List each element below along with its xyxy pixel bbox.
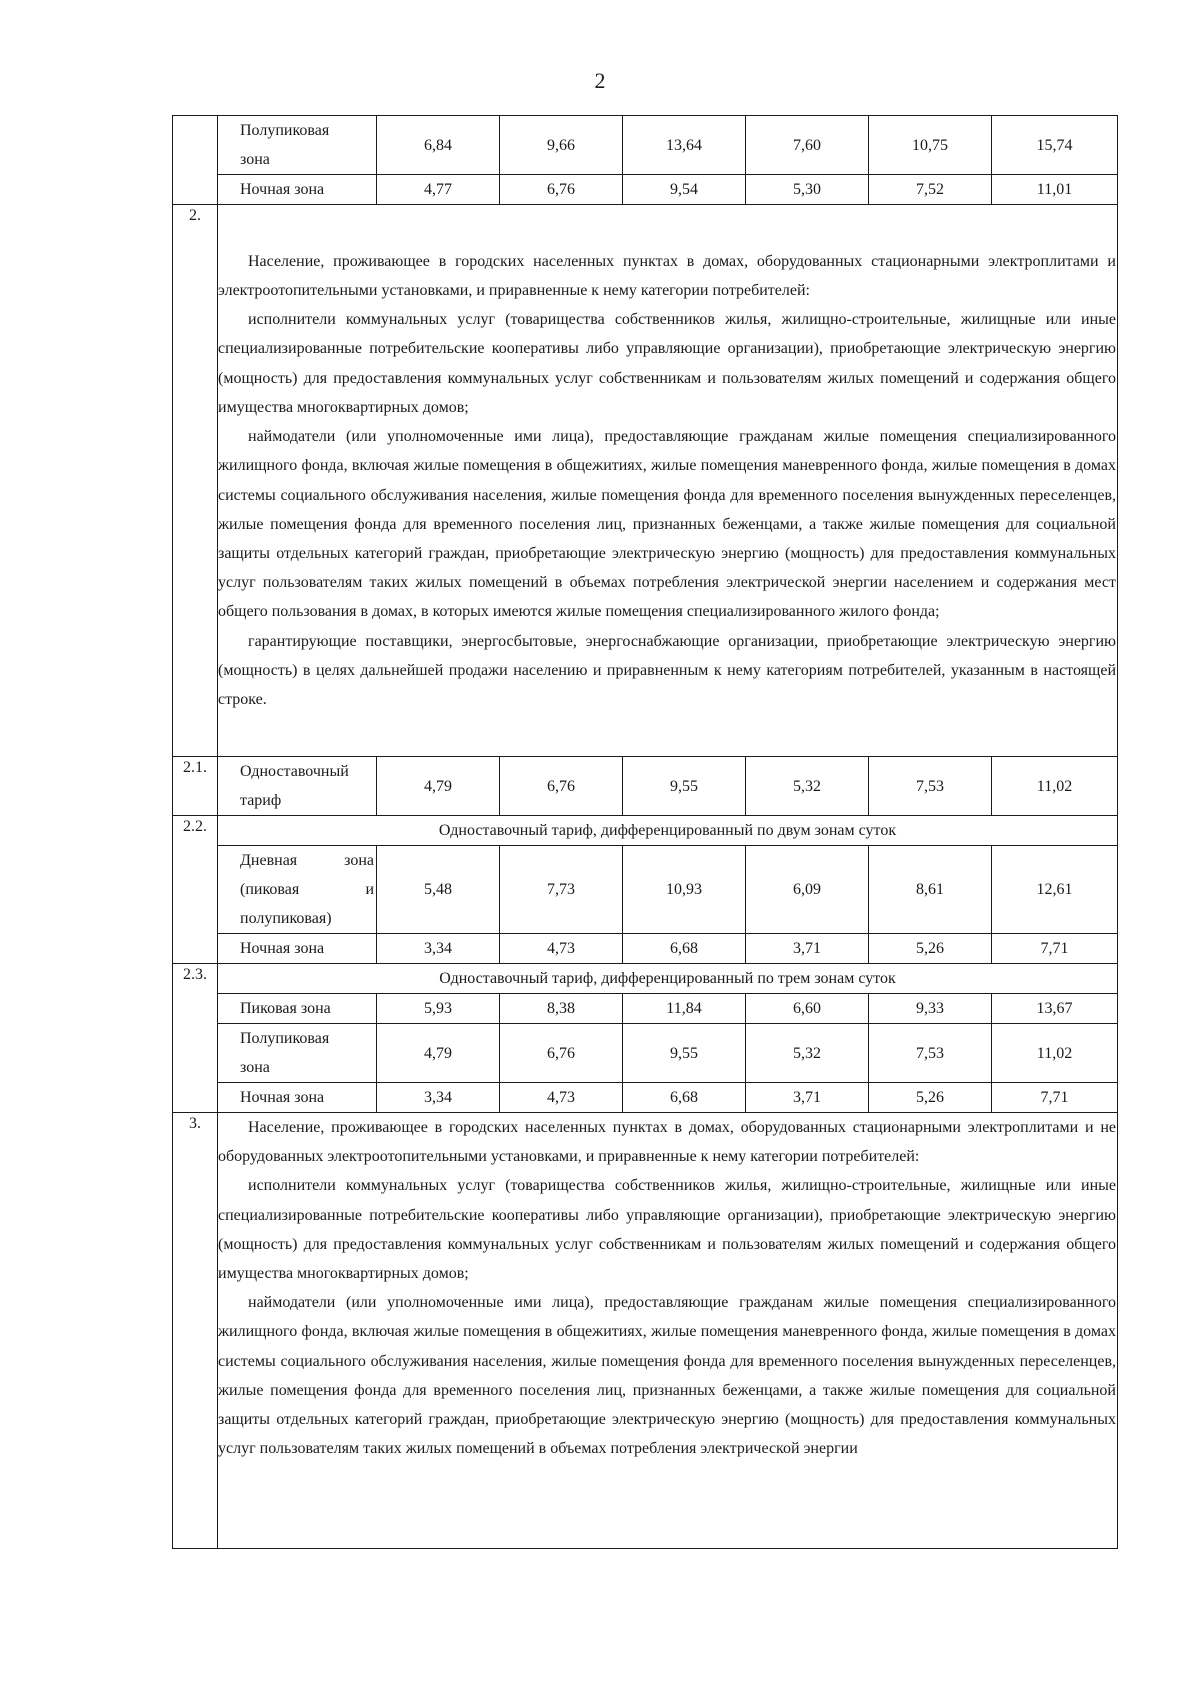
- section-number: 2.: [173, 205, 218, 757]
- row-label: Ночная зона: [218, 175, 377, 205]
- table-row: [173, 816, 1118, 846]
- paragraph: исполнители коммунальных услуг (товарищества собственников жилья, жилищно-строительные, жилищные или иные специализированные потребительские кооперативы либо управляющие организации), приобретающие электрическую энергию (мощность) для предоставления коммунальных услуг собственникам и пользователям жилых помещений и содержания общего имущества многоквартирных домов;: [218, 311, 1116, 416]
- value-cell: 3,71: [746, 1083, 869, 1113]
- value-cell: 5,93: [377, 994, 500, 1024]
- value-cell: 9,66: [500, 116, 623, 175]
- value-cell: 3,71: [746, 934, 869, 964]
- value-cell: 13,67: [992, 994, 1118, 1024]
- section-number: 2.2.: [173, 816, 218, 964]
- value-cell: 9,55: [623, 757, 746, 816]
- row-number-cell: [173, 116, 218, 205]
- value-cell: 9,33: [869, 994, 992, 1024]
- value-cell: 5,30: [746, 175, 869, 205]
- value-cell: 13,64: [623, 116, 746, 175]
- value-cell: 7,73: [500, 846, 623, 934]
- value-cell: 5,26: [869, 934, 992, 964]
- row-label: Дневная зона (пиковая и полупиковая): [218, 846, 377, 934]
- value-cell: 11,02: [992, 757, 1118, 816]
- paragraph: исполнители коммунальных услуг (товарищества собственников жилья, жилищно-строительные, жилищные или иные специализированные потребительские кооперативы либо управляющие организации), приобретающие электрическую энергию (мощность) для предоставления коммунальных услуг собственникам и пользователям жилых помещений и содержания общего имущества многоквартирных домов;: [218, 1177, 1116, 1283]
- value-cell: 4,73: [500, 934, 623, 964]
- value-cell: 8,38: [500, 994, 623, 1024]
- value-cell: 6,76: [500, 1024, 623, 1083]
- value-cell: 4,79: [377, 757, 500, 816]
- row-label: Ночная зона: [218, 1083, 377, 1113]
- value-cell: 10,75: [869, 116, 992, 175]
- value-cell: 8,61: [869, 846, 992, 934]
- value-cell: 6,76: [500, 175, 623, 205]
- value-cell: 7,71: [992, 1083, 1118, 1113]
- table-row: [173, 1083, 1118, 1113]
- value-cell: 6,84: [377, 116, 500, 175]
- paragraph: наймодатели (или уполномоченные ими лица), предоставляющие гражданам жилые помещения специализированного жилищного фонда, включая жилые помещения в общежитиях, жилые помещения маневренного фонда, жилые помещения в домах системы социального обслуживания населения, жилые помещения фонда для временного поселения вынужденных переселенцев, жилые помещения фонда для временного поселения лиц, признанных беженцами, а также жилые помещения для социальной защиты отдельных категорий граждан, приобретающие электрическую энергию (мощность) для предоставления коммунальных услуг пользователям таких жилых помещений в объемах потребления электрической энергии населением и содержания мест общего пользования в домах, в которых имеются жилые помещения специализированного жилого фонда;: [218, 428, 1116, 621]
- section-description: [218, 1113, 1118, 1549]
- tariff-table: [172, 115, 1118, 1549]
- paragraph: наймодатели (или уполномоченные ими лица), предоставляющие гражданам жилые помещения специализированного жилищного фонда, включая жилые помещения в общежитиях, жилые помещения маневренного фонда, жилые помещения в домах системы социального обслуживания населения, жилые помещения фонда для временного поселения вынужденных переселенцев, жилые помещения фонда для временного поселения лиц, признанных беженцами, а также жилые помещения для социальной защиты отдельных категорий граждан, приобретающие электрическую энергию (мощность) для предоставления коммунальных услуг пользователям таких жилых помещений в объемах потребления электрической энергии: [218, 1294, 1116, 1458]
- table-row: [173, 964, 1118, 994]
- table-row: [173, 757, 1118, 816]
- value-cell: 11,84: [623, 994, 746, 1024]
- value-cell: 6,60: [746, 994, 869, 1024]
- row-label: Полупиковая зона: [218, 116, 377, 175]
- value-cell: 7,53: [869, 757, 992, 816]
- subsection-header: Одноставочный тариф, дифференцированный по трем зонам суток: [218, 964, 1118, 994]
- value-cell: 11,02: [992, 1024, 1118, 1083]
- value-cell: 7,71: [992, 934, 1118, 964]
- paragraph: Население, проживающее в городских населенных пунктах в домах, оборудованных стационарными электроплитами и электроотопительными установками, и приравненные к нему категории потребителей:: [218, 252, 1116, 300]
- section-number: 3.: [173, 1113, 218, 1549]
- value-cell: 7,52: [869, 175, 992, 205]
- table-row: [173, 175, 1118, 205]
- table-row: [173, 205, 1118, 757]
- table-row: [173, 994, 1118, 1024]
- row-label: Одноставочный тариф: [218, 757, 377, 816]
- value-cell: 6,09: [746, 846, 869, 934]
- paragraph: гарантирующие поставщики, энергосбытовые, энергоснабжающие организации, приобретающие электрическую энергию (мощность) в целях дальнейшей продажи населению и приравненным к нему категориям потребителей, указанным в настоящей строке.: [218, 632, 1116, 708]
- value-cell: 4,73: [500, 1083, 623, 1113]
- table-row: [173, 116, 1118, 175]
- value-cell: 12,61: [992, 846, 1118, 934]
- value-cell: 3,34: [377, 1083, 500, 1113]
- value-cell: 10,93: [623, 846, 746, 934]
- value-cell: 6,76: [500, 757, 623, 816]
- section-description: [218, 205, 1118, 757]
- value-cell: 5,26: [869, 1083, 992, 1113]
- table-row: [173, 846, 1118, 934]
- value-cell: 5,32: [746, 757, 869, 816]
- value-cell: 11,01: [992, 175, 1118, 205]
- paragraph: Население, проживающее в городских населенных пунктах в домах, оборудованных стационарными электроплитами и не оборудованных электроотопительными установками, и приравненные к нему категории потребителей:: [218, 1119, 1116, 1166]
- value-cell: 5,32: [746, 1024, 869, 1083]
- row-label: Полупиковая зона: [218, 1024, 377, 1083]
- row-label: Пиковая зона: [218, 994, 377, 1024]
- value-cell: 4,79: [377, 1024, 500, 1083]
- value-cell: 9,55: [623, 1024, 746, 1083]
- value-cell: 3,34: [377, 934, 500, 964]
- value-cell: 5,48: [377, 846, 500, 934]
- section-number: 2.1.: [173, 757, 218, 816]
- subsection-header: Одноставочный тариф, дифференцированный по двум зонам суток: [218, 816, 1118, 846]
- table-row: [173, 1024, 1118, 1083]
- row-label: Ночная зона: [218, 934, 377, 964]
- value-cell: 9,54: [623, 175, 746, 205]
- value-cell: 7,60: [746, 116, 869, 175]
- page-number: 2: [594, 68, 606, 93]
- value-cell: 7,53: [869, 1024, 992, 1083]
- value-cell: 6,68: [623, 934, 746, 964]
- table-row: [173, 1113, 1118, 1549]
- section-number: 2.3.: [173, 964, 218, 1113]
- value-cell: 4,77: [377, 175, 500, 205]
- value-cell: 6,68: [623, 1083, 746, 1113]
- table-row: [173, 934, 1118, 964]
- value-cell: 15,74: [992, 116, 1118, 175]
